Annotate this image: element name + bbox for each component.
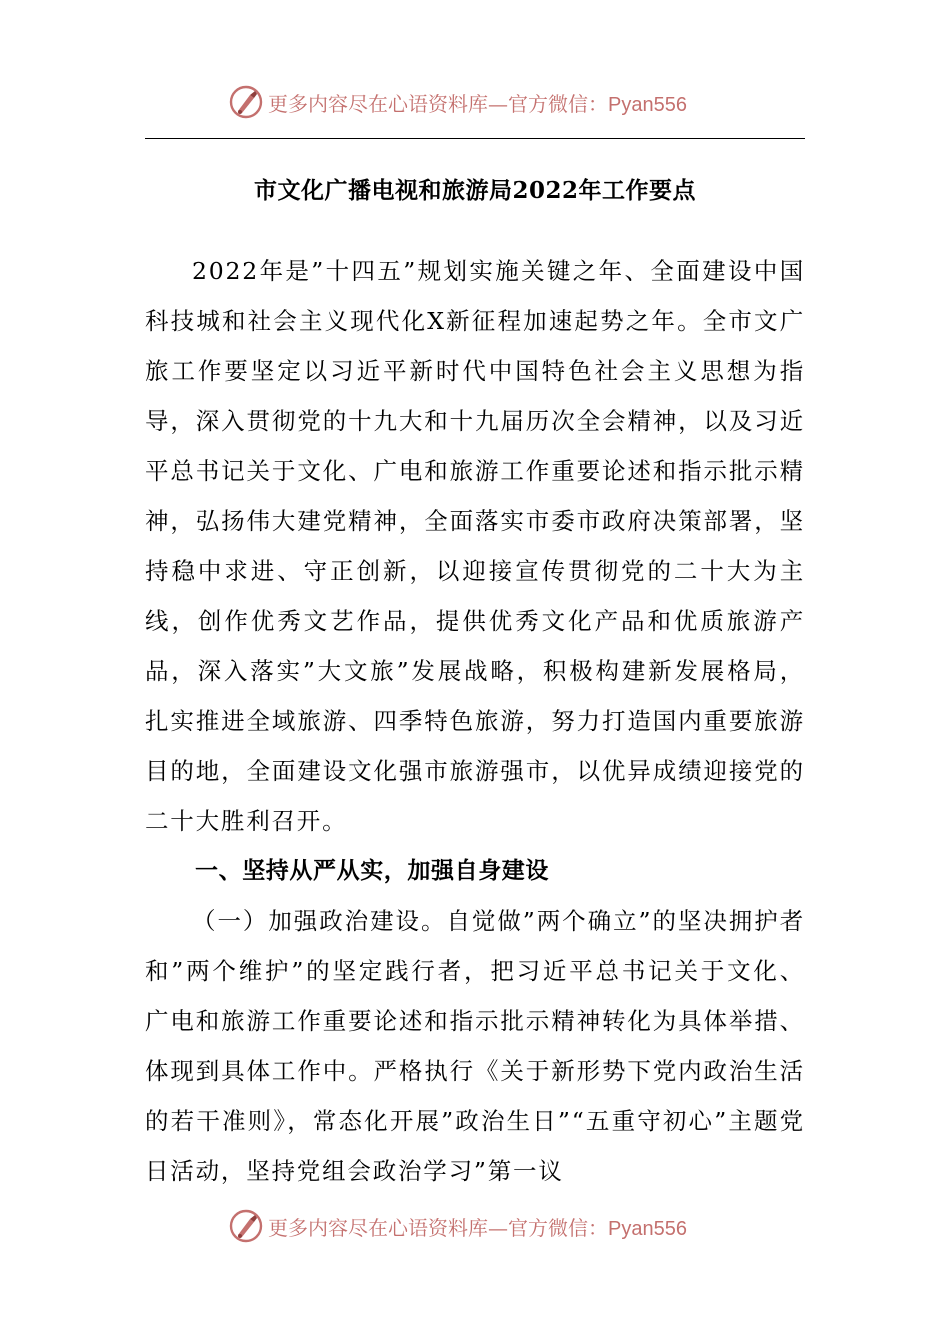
- intro-paragraph: 2022年是”十四五”规划实施关键之年、全面建设中国科技城和社会主义现代化X新征程加速起势之年。全市文广旅工作要坚定以习近平新时代中国特色社会主义思想为指导，深入贯彻党的十九大和十九届历次全会精神，以及习近平总书记关于文化、广电和旅游工作重要论述和指示批示精神，弘扬伟大建党精神，全面落实市委市政府决策部署，坚持稳中求进、守正创新，以迎接宣传贯彻党的二十大为主线，创作优秀文艺作品，提供优秀文化产品和优质旅游产品，深入落实”大文旅”发展战略，积极构建新发展格局，扎实推进全域旅游、四季特色旅游，努力打造国内重要旅游目的地，全面建设文化强市旅游强市，以优异成绩迎接党的二十大胜利召开。: [145, 257, 805, 835]
- pen-nib-seal-icon: [228, 84, 264, 120]
- watermark-footer: [228, 1206, 687, 1246]
- watermark-text: 更多内容尽在心语资料库—官方微信：: [268, 91, 608, 116]
- watermark-label: [268, 1212, 687, 1241]
- watermark-text: 更多内容尽在心语资料库—官方微信：: [268, 1215, 608, 1240]
- section-1-heading: 一、坚持从严从实，加强自身建设: [195, 858, 549, 884]
- pen-nib-seal-icon: [228, 1208, 264, 1244]
- watermark-label: [268, 88, 687, 117]
- document-body: [145, 246, 805, 1196]
- watermark-header: [228, 82, 687, 122]
- watermark-handle: Pyan556: [608, 1217, 687, 1240]
- document-title: 市文化广播电视和旅游局2022年工作要点: [253, 177, 696, 204]
- header-rule: [145, 138, 805, 139]
- section-1-paragraph-1: （一）加强政治建设。自觉做”两个确立”的坚决拥护者和”两个维护”的坚定践行者，把习近平总书记关于文化、广电和旅游工作重要论述和指示批示精神转化为具体举措、体现到具体工作中。严格执行《关于新形势下党内政治生活的若干准则》，常态化开展”政治生日”“五重守初心”主题党日活动，坚持党组会政治学习”第一议: [145, 907, 805, 1185]
- watermark-handle: Pyan556: [608, 93, 687, 116]
